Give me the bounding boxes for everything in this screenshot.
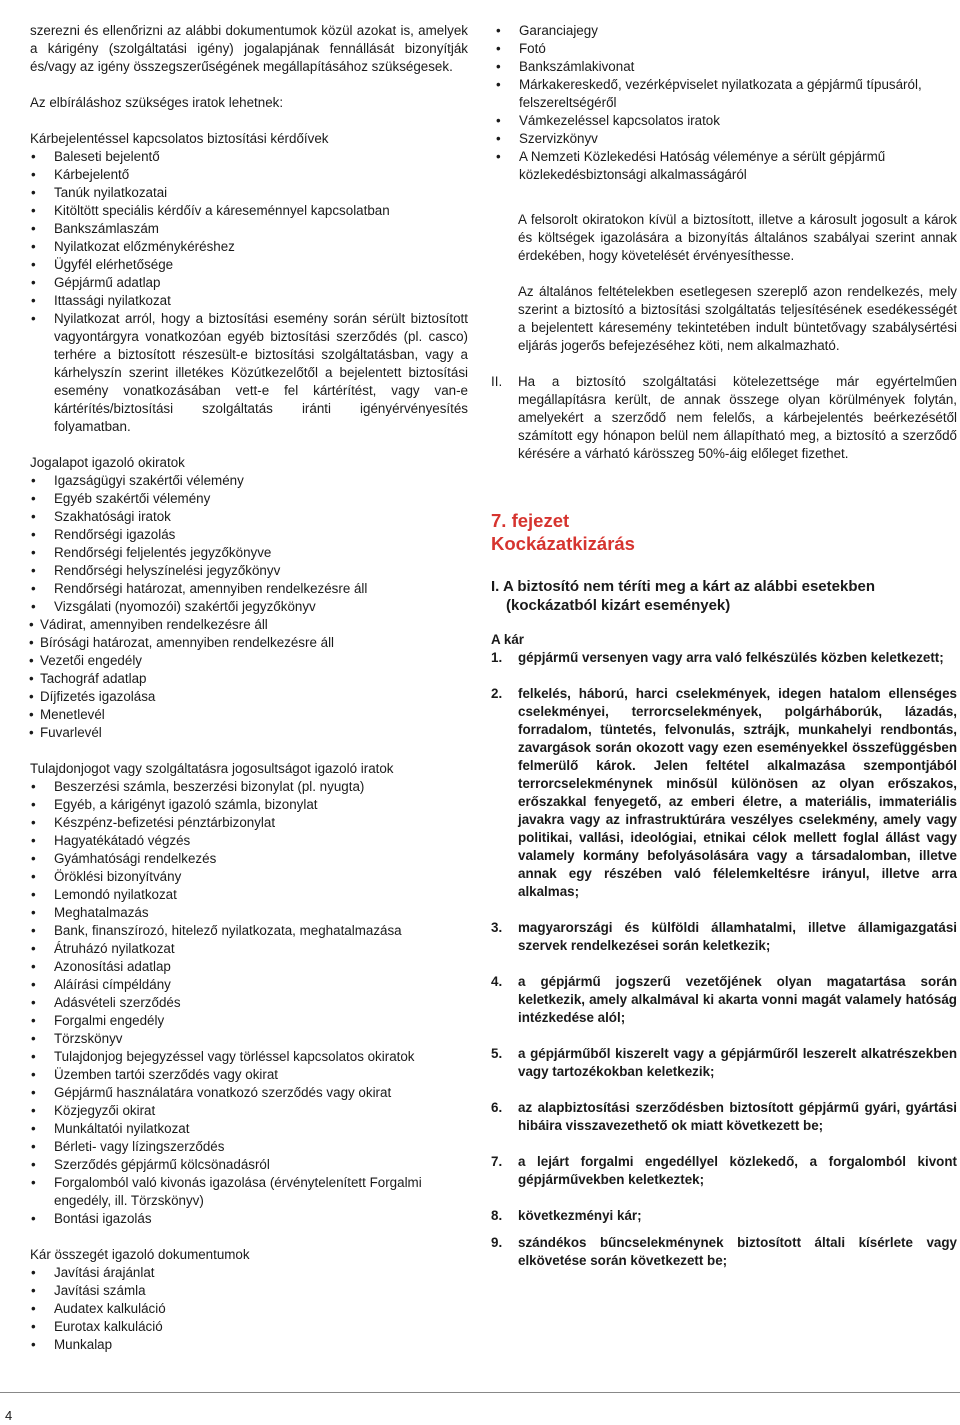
list-item: • Nyilatkozat arról, hogy a biztosítási esemény során sérült biztosított vagyontárgyra vonatkozóan egyéb biztosítási szerződés (pl. casco) terhére a biztosított részesült-e biztosítási szolgáltatásban, vagy a kárhelyszín szerint illetékes Közútkezelőtől a bejelentett biztosítási esemény vonatkozásában vett-e fel kártérítést, vagy van-e kártérítés/biztosítási szolgáltatás iránti igényérvényesítés folyamatban. (30, 310, 468, 436)
list-item: • Tanúk nyilatkozatai (30, 184, 468, 202)
intro-paragraph: szerezni és ellenőrizni az alábbi dokumentumok közül azokat is, amelyek a kárigény (szolgáltatási igény) jogalapjának fennállását bizonyítják és/vagy az igény összegszerűségének megállapításához szükségesek. (30, 23, 468, 74)
questionnaires-list (30, 148, 468, 436)
list-item: • Fuvarlevél (30, 724, 468, 742)
list-item: • Bírósági határozat, amennyiben rendelkezésre áll (30, 634, 468, 652)
list-item: • Javítási árajánlat (30, 1264, 468, 1282)
exclusions-heading-line2: (kockázatból kizárt események) (506, 597, 731, 614)
exclusion-number: 5. (491, 1046, 503, 1061)
exclusion-text: a lejárt forgalmi engedéllyel közlekedő, a forgalomból kivont gépjárművekben keletkeztek; (518, 1154, 957, 1187)
list-item: • Forgalmi engedély (30, 1012, 468, 1030)
exclusion-number: 8. (491, 1208, 503, 1223)
footer-divider (0, 1392, 960, 1393)
list-item: • Szervizkönyv (495, 130, 957, 148)
list-item: • Aláírási címpéldány (30, 976, 468, 994)
list-item: • Egyéb szakértői vélemény (30, 490, 468, 508)
exclusion-text: a gépjárműből kiszerelt vagy a gépjárműről leszerelt alkatrészekben vagy tartozékokban keletkezik; (518, 1046, 957, 1079)
paragraph-extra-documents: A felsorolt okiratokon kívül a biztosított, illetve a károsult jogosult a károk és költségek igazolására a bizonyítás általános szabályai szerint annak érdekében, hogy követelését érvényesíthesse. (518, 212, 957, 263)
docs-intro: Az elbíráláshoz szükséges iratok lehetnek: (30, 95, 284, 110)
evidence-list (491, 22, 957, 184)
list-item: • Baleseti bejelentő (30, 148, 468, 166)
exclusion-number: 1. (491, 650, 503, 665)
list-item: • Eurotax kalkuláció (30, 1318, 468, 1336)
list-item: • Kitöltött speciális kérdőív a káreseménnyel kapcsolatban (30, 202, 468, 220)
exclusion-text: szándékos bűncselekménynek biztosított általi kísérlete vagy elkövetése során következett be; (518, 1235, 957, 1268)
list-item: • Bank, finanszírozó, hitelező nyilatkozata, meghatalmazása (30, 922, 468, 940)
list-item: • Ittassági nyilatkozat (30, 292, 468, 310)
list-item: • Üzemben tartói szerződés vagy okirat (30, 1066, 468, 1084)
list-item: • Vádirat, amennyiben rendelkezésre áll (30, 616, 468, 634)
exclusion-item (491, 649, 957, 667)
list-item: • Szerződés gépjármű kölcsönadásról (30, 1156, 468, 1174)
legal-basis-list (30, 472, 468, 616)
exclusion-text: gépjármű versenyen vagy arra való felkészülés közben keletkezett; (518, 650, 944, 665)
list-item: • Átruházó nyilatkozat (30, 940, 468, 958)
list-item: • Gépjármű használatára vonatkozó szerződés vagy okirat (30, 1084, 468, 1102)
legal-basis-list-tight (30, 616, 468, 742)
exclusion-number: 9. (491, 1235, 503, 1250)
list-item: • Vámkezeléssel kapcsolatos iratok (495, 112, 957, 130)
list-item: • Gyámhatósági rendelkezés (30, 850, 468, 868)
page-number: 4 (5, 1408, 13, 1423)
legal-basis-heading: Jogalapot igazoló okiratok (30, 455, 185, 470)
exclusion-text: az alapbiztosítási szerződésben biztosított gépjármű gyári, gyártási hibáira visszavezethető ok miatt következett be; (518, 1100, 957, 1133)
exclusion-number: 7. (491, 1154, 503, 1169)
list-item: • Audatex kalkuláció (30, 1300, 468, 1318)
list-item: • Javítási számla (30, 1282, 468, 1300)
list-item: • Bankszámlakivonat (495, 58, 957, 76)
exclusion-item (491, 685, 957, 901)
exclusion-text: következményi kár; (518, 1208, 642, 1223)
list-item: • Fotó (495, 40, 957, 58)
exclusion-item (491, 1234, 957, 1270)
right-column (491, 22, 957, 1270)
section-ii-label: II. (491, 374, 503, 389)
ownership-list (30, 778, 468, 1228)
ownership-heading: Tulajdonjogot vagy szolgáltatásra jogosultságot igazoló iratok (30, 761, 394, 776)
exclusion-item (491, 919, 957, 955)
a-kar-label: A kár (491, 632, 524, 647)
exclusions-list (491, 649, 957, 1270)
exclusion-item (491, 1045, 957, 1081)
exclusion-item (491, 1207, 957, 1225)
list-item: • Munkalap (30, 1336, 468, 1354)
list-item: • Gépjármű adatlap (30, 274, 468, 292)
exclusion-number: 2. (491, 686, 503, 701)
list-item: • Tachográf adatlap (30, 670, 468, 688)
list-item: • Meghatalmazás (30, 904, 468, 922)
list-item: • Közjegyzői okirat (30, 1102, 468, 1120)
list-item: • Beszerzési számla, beszerzési bizonylat (pl. nyugta) (30, 778, 468, 796)
list-item: • Öröklési bizonyítvány (30, 868, 468, 886)
list-item: • Munkáltatói nyilatkozat (30, 1120, 468, 1138)
list-item: • Rendőrségi feljelentés jegyzőkönyve (30, 544, 468, 562)
list-item: • Díjfizetés igazolása (30, 688, 468, 706)
list-item: • Nyilatkozat előzménykéréshez (30, 238, 468, 256)
list-item: • Szakhatósági iratok (30, 508, 468, 526)
list-item: • Igazságügyi szakértői vélemény (30, 472, 468, 490)
exclusion-number: 6. (491, 1100, 503, 1115)
list-item: • Azonosítási adatlap (30, 958, 468, 976)
exclusion-item (491, 1153, 957, 1189)
list-item: • Adásvételi szerződés (30, 994, 468, 1012)
list-item: • A Nemzeti Közlekedési Hatóság véleménye a sérült gépjármű közlekedésbiztonsági alkalmasságáról (495, 148, 957, 184)
chapter-title: Kockázatkizárás (491, 533, 635, 554)
exclusion-item (491, 1099, 957, 1135)
list-item: • Vezetői engedély (30, 652, 468, 670)
chapter-number: 7. fejezet (491, 510, 570, 531)
exclusions-heading-line1: I. A biztosító nem téríti meg a kárt az alábbi esetekben (491, 578, 875, 595)
list-item: • Kárbejelentő (30, 166, 468, 184)
section-ii (491, 373, 957, 463)
exclusion-item (491, 973, 957, 1027)
exclusion-number: 3. (491, 920, 503, 935)
exclusion-text: a gépjármű jogszerű vezetőjének olyan magatartása során keletkezik, amely alkalmával ki akarta vonni magát valamely hatóság intézkedése alól; (518, 974, 957, 1025)
list-item: • Forgalomból való kivonás igazolása (érvénytelenített Forgalmi engedély, ill. Törzskönyv) (30, 1174, 468, 1210)
list-item: • Egyéb, a kárigényt igazoló számla, bizonylat (30, 796, 468, 814)
list-item: • Márkakereskedő, vezérképviselet nyilatkozata a gépjármű típusáról, felszereltségéről (495, 76, 957, 112)
list-item: • Bankszámlaszám (30, 220, 468, 238)
left-column (30, 22, 468, 1354)
list-item: • Rendőrségi határozat, amennyiben rendelkezésre áll (30, 580, 468, 598)
list-item: • Ügyfél elérhetősége (30, 256, 468, 274)
paragraph-general-conditions: Az általános feltételekben esetlegesen szereplő azon rendelkezés, mely szerint a biztosító a biztosítási szolgáltatás teljesítésének esedékességét a bejelentett káresemény tekintetében indult büntetővagy szabálysértési eljárás jogerős befejezéséhez köti, nem alkalmazható. (518, 284, 957, 353)
amount-list (30, 1264, 468, 1354)
amount-heading: Kár összegét igazoló dokumentumok (30, 1247, 250, 1262)
list-item: • Készpénz-befizetési pénztárbizonylat (30, 814, 468, 832)
list-item: • Hagyatékátadó végzés (30, 832, 468, 850)
exclusion-text: felkelés, háború, harci cselekmények, idegen hatalom ellenséges cselekményei, terrorcselekmények, polgárháborúk, lázadás, forradalom, tüntetés, felvonulás, sztrájk, munkahelyi rendbontás, zavargások során okozott vagy ezen eseményekkel összefüggésben felmerülő károk. Jelen feltétel alkalmazása szempontjából terrorcselekménynek minősül különösen az olyan erőszakos, erőszakkal fenyegető, az emberi életre, a materiális, immateriális javakra vagy az infrastruktúrára veszélyes cselekmény, amely vagy politikai, vallási, ideológiai, etnikai célok mellett foglal állást vagy valamely kormány befolyásolására vagy a társadalomban, illetve annak egy részében való félelemkeltésre irányul, illetve arra alkalmas; (518, 686, 957, 899)
section-ii-text: Ha a biztosító szolgáltatási kötelezettsége már egyértelműen megállapításra került, de annak összege olyan körülmények folytán, amelyekért a szerződő nem felelős, a kárbejelentés beérkezésétől számított egy hónapon belül nem állapítható meg, a biztosító a szerződő kérésére a várható kárösszeg 50%-áig előleget fizethet. (518, 374, 957, 461)
list-item: • Vizsgálati (nyomozói) szakértői jegyzőkönyv (30, 598, 468, 616)
list-item: • Tulajdonjog bejegyzéssel vagy törléssel kapcsolatos okiratok (30, 1048, 468, 1066)
list-item: • Bontási igazolás (30, 1210, 468, 1228)
list-item: • Rendőrségi helyszínelési jegyzőkönyv (30, 562, 468, 580)
list-item: • Rendőrségi igazolás (30, 526, 468, 544)
list-item: • Bérleti- vagy lízingszerződés (30, 1138, 468, 1156)
list-item: • Törzskönyv (30, 1030, 468, 1048)
list-item: • Garanciajegy (495, 22, 957, 40)
list-item: • Menetlevél (30, 706, 468, 724)
exclusion-text: magyarországi és külföldi államhatalmi, illetve államigazgatási szervek rendelkezései során keletkezik; (518, 920, 957, 953)
exclusion-number: 4. (491, 974, 503, 989)
list-item: • Lemondó nyilatkozat (30, 886, 468, 904)
questionnaires-heading: Kárbejelentéssel kapcsolatos biztosítási kérdőívek (30, 131, 329, 146)
